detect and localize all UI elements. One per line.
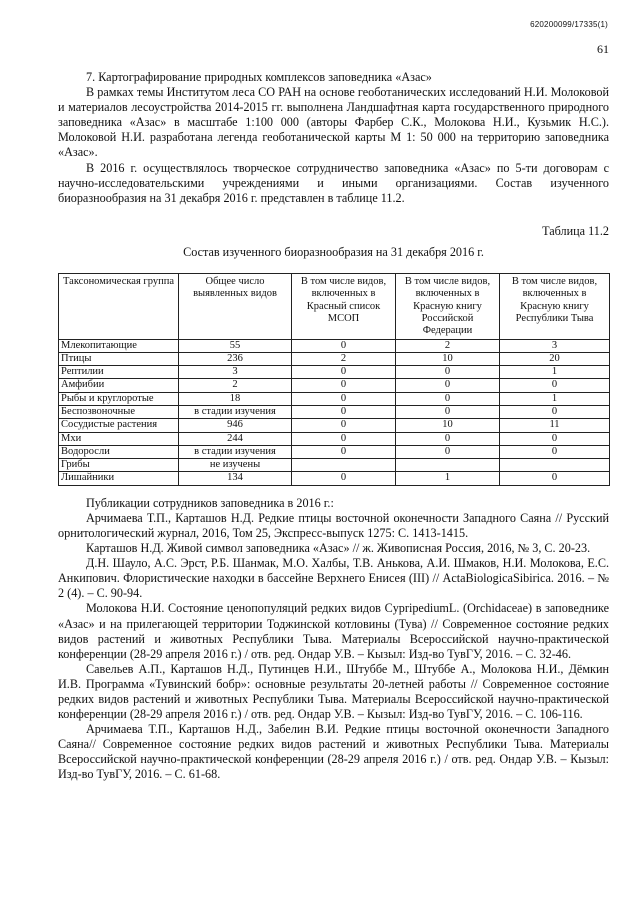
column-header: В том числе видов, включенных в Красную книгу Российской Федерации — [396, 274, 500, 339]
taxon-cell: Млекопитающие — [59, 339, 179, 352]
value-cell: 11 — [500, 419, 610, 432]
publication-item: Арчимаева Т.П., Карташов Н.Д., Забелин В.И. Редкие птицы восточной оконечности Западного Саяна// Современное состояние редких видов растений и животных Республики Тыва. Материалы Всероссийской научно-практической конференции (28-29 апреля 2016 г.) / отв. ред. Ондар У.В. – Кызыл: Изд-во ТувГУ, 2016. – С. 61-68. — [58, 722, 609, 782]
document-id: 620200099/17335(1) — [530, 20, 608, 29]
taxon-cell: Рыбы и круглоротые — [59, 392, 179, 405]
value-cell: 0 — [292, 406, 396, 419]
value-cell: 0 — [500, 445, 610, 458]
table-body — [59, 339, 610, 485]
publication-item: Молокова Н.И. Состояние ценопопуляций редких видов CypripediumL. (Orchidaceae) в заповеднике «Азас» и на прилегающей территории Тоджинской котловины (Тува) // Современное состояние редких видов растений и животных Республики Тыва. Материалы Всероссийской научно-практической конференции (28-29 апреля 2016 г.) / отв. ред. Ондар У.В. – Кызыл: Изд-во ТувГУ, 2016. – С. 32-46. — [58, 601, 609, 661]
page-content — [58, 70, 609, 783]
publication-item: Д.Н. Шауло, А.С. Эрст, Р.Б. Шанмак, М.О. Халбы, Т.В. Анькова, А.И. Шмаков, Н.И. Молокова, Е.С. Анкипович. Флористические находки в бассейне Верхнего Енисея (III) // ActaBiologicaSibirica. 2016. – № 2 (4). – С. 90-94. — [58, 556, 609, 601]
value-cell: 10 — [396, 419, 500, 432]
value-cell: 2 — [179, 379, 292, 392]
table-number: Таблица 11.2 — [542, 223, 609, 238]
taxon-cell: Амфибии — [59, 379, 179, 392]
value-cell: 0 — [396, 379, 500, 392]
table-header-row — [59, 274, 610, 339]
table-row — [59, 459, 610, 472]
taxon-cell: Водоросли — [59, 445, 179, 458]
section-heading: 7. Картографирование природных комплексов заповедника «Азас» — [86, 70, 432, 84]
value-cell: 1 — [396, 472, 500, 485]
value-cell: 3 — [500, 339, 610, 352]
biodiversity-table — [58, 273, 610, 486]
value-cell: 2 — [396, 339, 500, 352]
value-cell: 0 — [292, 445, 396, 458]
column-header: В том числе видов, включенных в Красную книгу Республики Тыва — [500, 274, 610, 339]
page-number: 61 — [597, 42, 609, 56]
value-cell: 0 — [500, 406, 610, 419]
taxon-cell: Лишайники — [59, 472, 179, 485]
table-row — [59, 339, 610, 352]
value-cell: 244 — [179, 432, 292, 445]
value-cell: 0 — [292, 366, 396, 379]
value-cell: 3 — [179, 366, 292, 379]
taxon-cell: Птицы — [59, 352, 179, 365]
value-cell: в стадии изучения — [179, 406, 292, 419]
column-header: В том числе видов, включенных в Красный список МСОП — [292, 274, 396, 339]
value-cell: 0 — [500, 472, 610, 485]
publication-item: Арчимаева Т.П., Карташов Н.Д. Редкие птицы восточной оконечности Западного Саяна // Русский орнитологический журнал, 2016, Том 25, Экспресс-выпуск 1275: С. 1413-1415. — [58, 510, 609, 540]
taxon-cell: Мхи — [59, 432, 179, 445]
value-cell — [396, 459, 500, 472]
value-cell: 0 — [396, 366, 500, 379]
publication-list — [58, 511, 609, 783]
table-row — [59, 445, 610, 458]
column-header: Таксономическая группа — [59, 274, 179, 339]
value-cell: в стадии изучения — [179, 445, 292, 458]
column-header: Общее число выявленных видов — [179, 274, 292, 339]
table-row — [59, 472, 610, 485]
value-cell: 0 — [292, 379, 396, 392]
table-title: Состав изученного биоразнообразия на 31 декабря 2016 г. — [183, 244, 484, 259]
value-cell: 946 — [179, 419, 292, 432]
publications-heading: Публикации сотрудников заповедника в 2016 г.: — [86, 495, 334, 510]
table-row — [59, 366, 610, 379]
taxon-cell: Беспозвоночные — [59, 406, 179, 419]
paragraph: В 2016 г. осуществлялось творческое сотрудничество заповедника «Азас» по 5-ти договорам с научно-исследовательскими учреждениями и иными организациями. Состав изученного биоразнообразия на 31 декабря 2016 г. представлен в таблице 11.2. — [58, 160, 609, 205]
value-cell: 0 — [396, 406, 500, 419]
value-cell: 10 — [396, 352, 500, 365]
value-cell: 0 — [292, 392, 396, 405]
value-cell: 2 — [292, 352, 396, 365]
taxon-cell: Грибы — [59, 459, 179, 472]
value-cell: 0 — [292, 472, 396, 485]
paragraph: В рамках темы Институтом леса СО РАН на основе геоботанических исследований Н.И. Молоковой и материалов лесоустройства 2014-2015 гг. выполнена Ландшафтная карта государственного природного заповедника «Азас» в масштабе 1:100 000 (авторы Фарбер С.К., Молокова Н.И., Кузьмик Н.С.). Молоковой Н.И. разработана легенда геоботанической карты М 1: 50 000 на территорию заповедника «Азас». — [58, 85, 609, 160]
publication-item: Савельев А.П., Карташов Н.Д., Путинцев Н.И., Штуббе М., Штуббе А., Молокова Н.И., Дёмкин И.В. Программа «Тувинский бобр»: основные результаты 20-летней работы // Современное состояние редких видов растений и животных Республики Тыва. Материалы Всероссийской научно-практической конференции (28-29 апреля 2016 г.) / отв. ред. Ондар У.В. – Кызыл: Изд-во ТувГУ, 2016. – С. 106-116. — [58, 661, 609, 722]
table-row — [59, 352, 610, 365]
value-cell: 0 — [396, 432, 500, 445]
table-row — [59, 379, 610, 392]
value-cell: 20 — [500, 352, 610, 365]
value-cell: не изучены — [179, 459, 292, 472]
value-cell: 0 — [500, 432, 610, 445]
value-cell — [500, 459, 610, 472]
publications-section — [58, 496, 609, 783]
value-cell: 55 — [179, 339, 292, 352]
value-cell: 1 — [500, 392, 610, 405]
table-row — [59, 432, 610, 445]
taxon-cell: Сосудистые растения — [59, 419, 179, 432]
value-cell: 0 — [292, 432, 396, 445]
table-row — [59, 406, 610, 419]
table-row — [59, 419, 610, 432]
value-cell: 134 — [179, 472, 292, 485]
taxon-cell: Рептилии — [59, 366, 179, 379]
value-cell: 0 — [500, 379, 610, 392]
value-cell: 0 — [292, 339, 396, 352]
value-cell: 0 — [396, 392, 500, 405]
value-cell — [292, 459, 396, 472]
value-cell: 0 — [292, 419, 396, 432]
value-cell: 0 — [396, 445, 500, 458]
value-cell: 236 — [179, 352, 292, 365]
publication-item: Карташов Н.Д. Живой символ заповедника «Азас» // ж. Живописная Россия, 2016, № 3, С. 20-23. — [86, 541, 591, 556]
value-cell: 1 — [500, 366, 610, 379]
table-row — [59, 392, 610, 405]
value-cell: 18 — [179, 392, 292, 405]
